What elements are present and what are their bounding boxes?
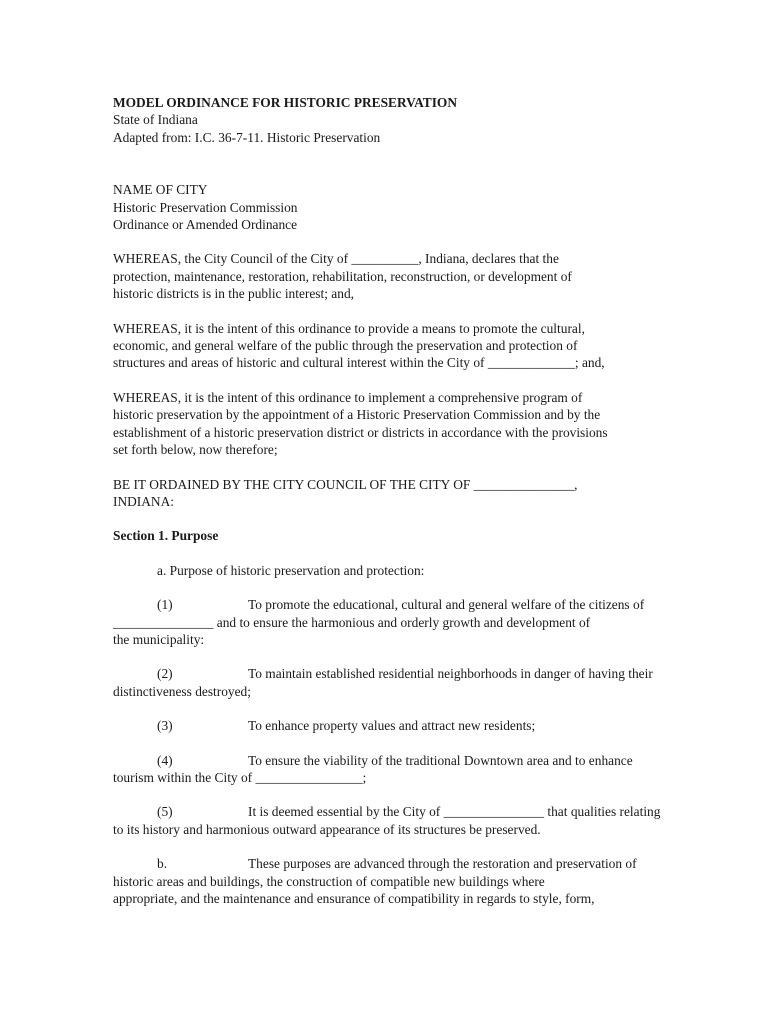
subsection-a: a. Purpose of historic preservation and protection: <box>157 562 425 578</box>
state-line: State of Indiana <box>113 112 198 128</box>
text-line: protection, maintenance, restoration, rehabilitation, reconstruction, or development of <box>113 268 572 284</box>
ordained-paragraph <box>113 476 673 511</box>
text-line: BE IT ORDAINED BY THE CITY COUNCIL OF THE CITY OF _______________, <box>113 476 578 492</box>
text-line: establishment of a historic preservation district or districts in accordance with the provisions <box>113 424 608 440</box>
text-line: set forth below, now therefore; <box>113 442 278 458</box>
text-line: It is deemed essential by the City of _______________ that qualities relating <box>248 804 661 820</box>
text-line: tourism within the City of ________________; <box>113 769 367 785</box>
text-line: distinctiveness destroyed; <box>113 683 251 699</box>
text-line: WHEREAS, it is the intent of this ordinance to provide a means to promote the cultural, <box>113 320 585 336</box>
text-line: historic districts is in the public interest; and, <box>113 286 354 302</box>
purpose-item-3 <box>113 717 673 734</box>
purpose-item-5 <box>113 803 673 838</box>
purpose-item-4 <box>113 752 673 787</box>
item-number: (1) <box>157 597 173 613</box>
text-line: _______________ and to ensure the harmonious and orderly growth and development of <box>113 614 591 630</box>
whereas-paragraph-2 <box>113 320 673 372</box>
item-number: b. <box>157 856 168 872</box>
text-line: WHEREAS, it is the intent of this ordinance to implement a comprehensive program of <box>113 389 583 405</box>
text-line: historic areas and buildings, the construction of compatible new buildings where <box>113 873 545 889</box>
text-line: To enhance property values and attract new residents; <box>248 718 536 734</box>
text-line: INDIANA: <box>113 493 174 509</box>
city-name: NAME OF CITY <box>113 182 208 198</box>
text-line: To promote the educational, cultural and general welfare of the citizens of <box>248 597 645 613</box>
text-line: historic preservation by the appointment of a Historic Preservation Commission and by the <box>113 407 601 423</box>
section-heading: Section 1. Purpose <box>113 528 219 544</box>
purpose-item-1 <box>113 596 673 648</box>
purpose-item-2 <box>113 665 673 700</box>
item-number: (3) <box>157 718 173 734</box>
text-line: These purposes are advanced through the restoration and preservation of <box>248 856 637 872</box>
whereas-paragraph-3 <box>113 389 673 459</box>
document-page <box>113 94 673 907</box>
text-line: the municipality: <box>113 631 205 647</box>
text-line: To ensure the viability of the traditional Downtown area and to enhance <box>248 752 633 768</box>
whereas-paragraph-1 <box>113 250 673 302</box>
text-line: appropriate, and the maintenance and ensurance of compatibility in regards to style, form, <box>113 891 595 906</box>
text-line: structures and areas of historic and cultural interest within the City of _____________; and, <box>113 355 605 371</box>
text-line: to its history and harmonious outward appearance of its structures be preserved. <box>113 821 541 837</box>
commission-name: Historic Preservation Commission <box>113 199 298 215</box>
document-title: MODEL ORDINANCE FOR HISTORIC PRESERVATION <box>113 95 458 110</box>
item-number: (2) <box>157 666 173 682</box>
text-line: WHEREAS, the City Council of the City of __________, Indiana, declares that the <box>113 251 559 267</box>
subsection-b <box>113 855 673 907</box>
adapted-from-line: Adapted from: I.C. 36-7-11. Historic Preservation <box>113 129 381 145</box>
ordinance-type: Ordinance or Amended Ordinance <box>113 217 298 233</box>
item-number: (4) <box>157 752 173 768</box>
item-number: (5) <box>157 804 173 820</box>
text-line: To maintain established residential neighborhoods in danger of having their <box>248 666 653 682</box>
text-line: economic, and general welfare of the public through the preservation and protection of <box>113 338 578 354</box>
